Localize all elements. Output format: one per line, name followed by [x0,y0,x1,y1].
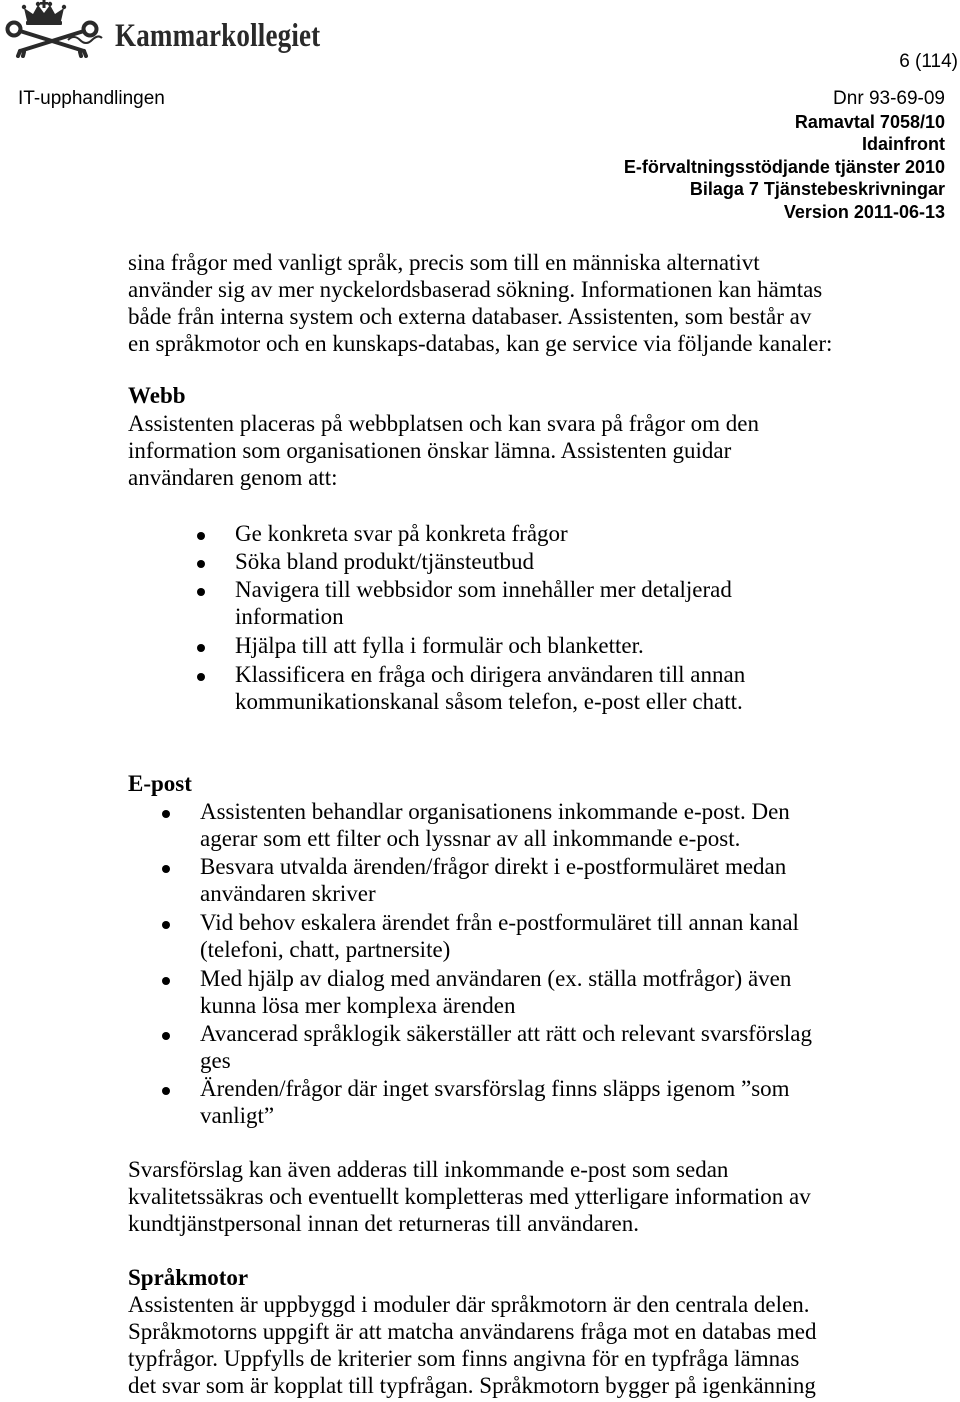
list-item [200,909,799,963]
list-item-line: Söka bland produkt/tjänsteutbud [235,549,534,574]
section-heading-epost: E-post [128,771,192,796]
paragraph-line: det svar som är kopplat till typfrågan. Språkmotorn bygger på igenkänning [128,1373,816,1398]
paragraph-line: kvalitetssäkras och eventuellt kompletteras med ytterligare information av [128,1184,811,1209]
paragraph-line: typfrågor. Uppfylls de kriterier som finns angivna för en typfråga lämnas [128,1346,800,1371]
logo [0,0,330,60]
list-item-line: Hjälpa till att fylla i formulär och blanketter. [235,633,644,658]
list-item-line: Assistenten behandlar organisationens inkommande e-post. Den [200,799,790,824]
list-item-line: Ge konkreta svar på konkreta frågor [235,521,568,546]
bullet-icon [162,810,170,818]
list-item-line: Navigera till webbsidor som innehåller mer detaljerad [235,577,732,602]
paragraph-line: använder sig av mer nyckelordsbaserad sökning. Informationen kan hämtas [128,277,823,302]
list-item [200,1020,812,1074]
list-item-line: vanligt” [200,1103,275,1128]
list-item [235,520,568,547]
paragraph-line: Assistenten placeras på webbplatsen och kan svara på frågor om den [128,411,759,436]
intro-paragraph [128,249,832,357]
logo-wordmark: Kammarkollegiet [115,18,321,54]
bullet-icon [197,673,205,681]
paragraph-line: information som organisationen önskar lämna. Assistenten guidar [128,438,732,463]
bullet-icon [162,1087,170,1095]
header-project: IT-upphandlingen [18,88,165,109]
list-item-line: kunna lösa mer komplexa ärenden [200,993,516,1018]
list-item [235,661,745,715]
paragraph-line: användaren genom att: [128,465,338,490]
section-heading-webb: Webb [128,383,186,408]
bullet-icon [197,560,205,568]
list-item-line: Vid behov eskalera ärendet från e-postformuläret till annan kanal [200,910,799,935]
sprakmotor-paragraph [128,1291,816,1399]
list-item-line: ges [200,1048,231,1073]
header-ramavtal: Ramavtal 7058/10 [794,112,945,132]
list-item [235,632,644,659]
bullet-icon [197,644,205,652]
page-number: 6 (114) [899,51,958,72]
list-item [235,548,534,575]
bullet-icon [162,977,170,985]
list-item-line: Ärenden/frågor där inget svarsförslag finns släpps igenom ”som [200,1076,790,1101]
list-item-line: Med hjälp av dialog med användaren (ex. ställa motfrågor) även [200,966,792,991]
epost-paragraph [128,1156,811,1237]
header-supplier: Idainfront [862,134,945,154]
list-item-line: Besvara utvalda ärenden/frågor direkt i e-postformuläret medan [200,854,787,879]
paragraph-line: Språkmotorns uppgift är att matcha användarens fråga mot en databas med [128,1319,817,1344]
list-item-line: information [235,604,344,629]
list-item-line: agerar som ett filter och lyssnar av all inkommande e-post. [200,826,741,851]
header-area: E-förvaltningsstödjande tjänster 2010 [623,157,945,177]
paragraph-line: en språkmotor och en kunskaps-databas, kan ge service via följande kanaler: [128,331,833,356]
list-item [200,853,786,907]
list-item [200,965,791,1019]
header-dnr: Dnr 93-69-09 [833,88,945,109]
paragraph-line: Assistenten är uppbyggd i moduler där språkmotorn är den centrala delen. [128,1292,810,1317]
bullet-icon [162,921,170,929]
list-item-line: (telefoni, chatt, partnersite) [200,937,451,962]
bullet-icon [162,1032,170,1040]
paragraph-line: Svarsförslag kan även adderas till inkommande e-post som sedan [128,1157,729,1182]
header-version: Version 2011-06-13 [783,202,945,222]
list-item-line: Avancerad språklogik säkerställer att rätt och relevant svarsförslag [200,1021,813,1046]
header-appendix: Bilaga 7 Tjänstebeskrivningar [689,179,945,199]
bullet-icon [197,588,205,596]
webb-paragraph [128,410,759,491]
section-heading-sprakmotor: Språkmotor [128,1265,249,1290]
list-item [200,798,790,852]
paragraph-line: kundtjänstpersonal innan det returneras till användaren. [128,1211,639,1236]
paragraph-line: sina frågor med vanligt språk, precis som till en människa alternativt [128,250,760,275]
bullet-icon [197,532,205,540]
bullet-icon [162,865,170,873]
list-item [200,1075,790,1129]
list-item-line: kommunikationskanal såsom telefon, e-post eller chatt. [235,689,743,714]
list-item [235,576,732,630]
list-item-line: Klassificera en fråga och dirigera användaren till annan [235,662,746,687]
logo-emblem [2,0,107,58]
list-item-line: användaren skriver [200,881,376,906]
paragraph-line: både från interna system och externa databaser. Assistenten, som består av [128,304,812,329]
